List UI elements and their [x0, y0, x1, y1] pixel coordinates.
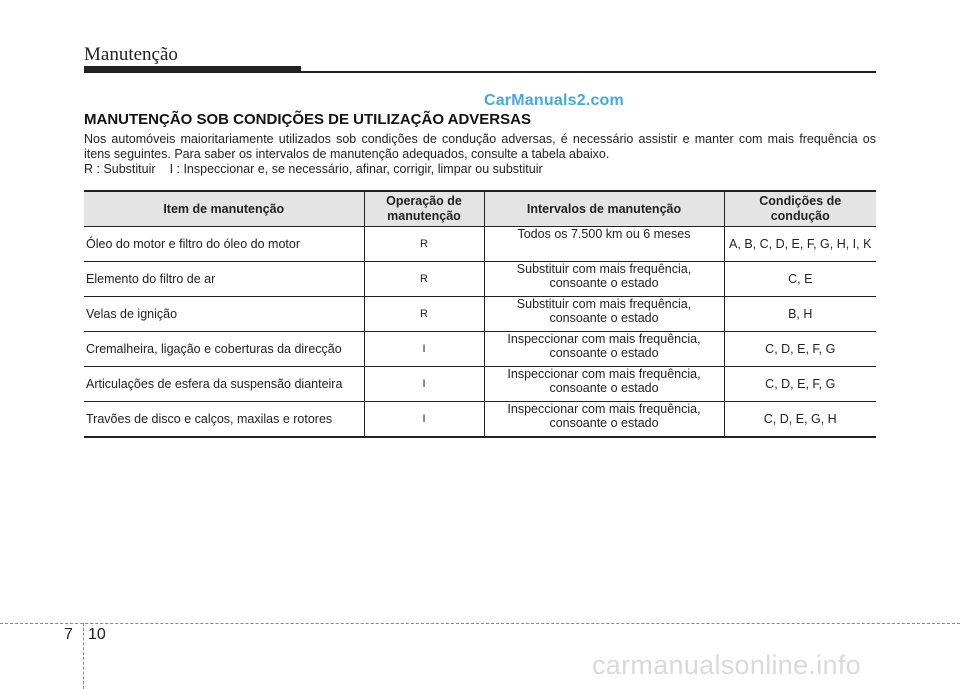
footer-divider — [0, 623, 960, 624]
cell-item: Articulações de esfera da suspensão dianteira — [84, 367, 364, 402]
column-header-operation: Operação de manutenção — [364, 191, 484, 227]
chapter-number: 7 — [64, 626, 73, 643]
page-heading: MANUTENÇÃO SOB CONDIÇÕES DE UTILIZAÇÃO ADVERSAS — [84, 111, 531, 128]
cell-interval: Inspeccionar com mais frequência, consoante o estado — [484, 332, 724, 367]
page-number: 10 — [88, 626, 106, 643]
maintenance-table — [84, 190, 876, 438]
cell-conditions: B, H — [724, 297, 876, 332]
cell-item: Travões de disco e calços, maxilas e rotores — [84, 402, 364, 438]
table-row — [84, 297, 876, 332]
legend — [84, 162, 876, 177]
cell-operation: R — [364, 262, 484, 297]
cell-conditions: C, D, E, G, H — [724, 402, 876, 438]
column-header-item: Item de manutenção — [84, 191, 364, 227]
legend-replace: R : Substituir — [84, 162, 156, 176]
cell-interval: Inspeccionar com mais frequência, consoante o estado — [484, 402, 724, 438]
table-row — [84, 367, 876, 402]
cell-operation: R — [364, 297, 484, 332]
cell-conditions: C, E — [724, 262, 876, 297]
table-row — [84, 227, 876, 262]
header-rule-thick — [84, 66, 301, 73]
footer-vertical-divider — [83, 623, 84, 689]
section-title: Manutenção — [84, 44, 178, 65]
cell-interval: Substituir com mais frequência, consoante o estado — [484, 262, 724, 297]
cell-operation: I — [364, 332, 484, 367]
cell-item: Velas de ignição — [84, 297, 364, 332]
cell-conditions: A, B, C, D, E, F, G, H, I, K — [724, 227, 876, 262]
intro-paragraph: Nos automóveis maioritariamente utilizados sob condições de condução adversas, é necessário assistir e manter com mais frequência os itens seguintes. Para saber os intervalos de manutenção adequados, consulte a tabela abaixo. — [84, 132, 876, 161]
cell-item: Cremalheira, ligação e coberturas da direcção — [84, 332, 364, 367]
watermark-carmanuals: CarManuals2.com — [484, 92, 624, 109]
intro-text — [84, 132, 876, 177]
cell-item: Óleo do motor e filtro do óleo do motor — [84, 227, 364, 262]
cell-item: Elemento do filtro de ar — [84, 262, 364, 297]
table-header-row — [84, 191, 876, 227]
header-rule-thin — [301, 71, 876, 73]
cell-operation: R — [364, 227, 484, 262]
column-header-conditions: Condições de condução — [724, 191, 876, 227]
cell-operation: I — [364, 402, 484, 438]
cell-operation: I — [364, 367, 484, 402]
table-row — [84, 402, 876, 438]
cell-conditions: C, D, E, F, G — [724, 367, 876, 402]
site-watermark: carmanualsonline.info — [592, 650, 861, 680]
cell-interval: Substituir com mais frequência, consoante o estado — [484, 297, 724, 332]
legend-inspect: I : Inspeccionar e, se necessário, afinar, corrigir, limpar ou substituir — [169, 162, 543, 176]
cell-conditions: C, D, E, F, G — [724, 332, 876, 367]
cell-interval: Todos os 7.500 km ou 6 meses — [484, 227, 724, 262]
column-header-interval: Intervalos de manutenção — [484, 191, 724, 227]
table-row — [84, 262, 876, 297]
table-row — [84, 332, 876, 367]
cell-interval: Inspeccionar com mais frequência, consoante o estado — [484, 367, 724, 402]
